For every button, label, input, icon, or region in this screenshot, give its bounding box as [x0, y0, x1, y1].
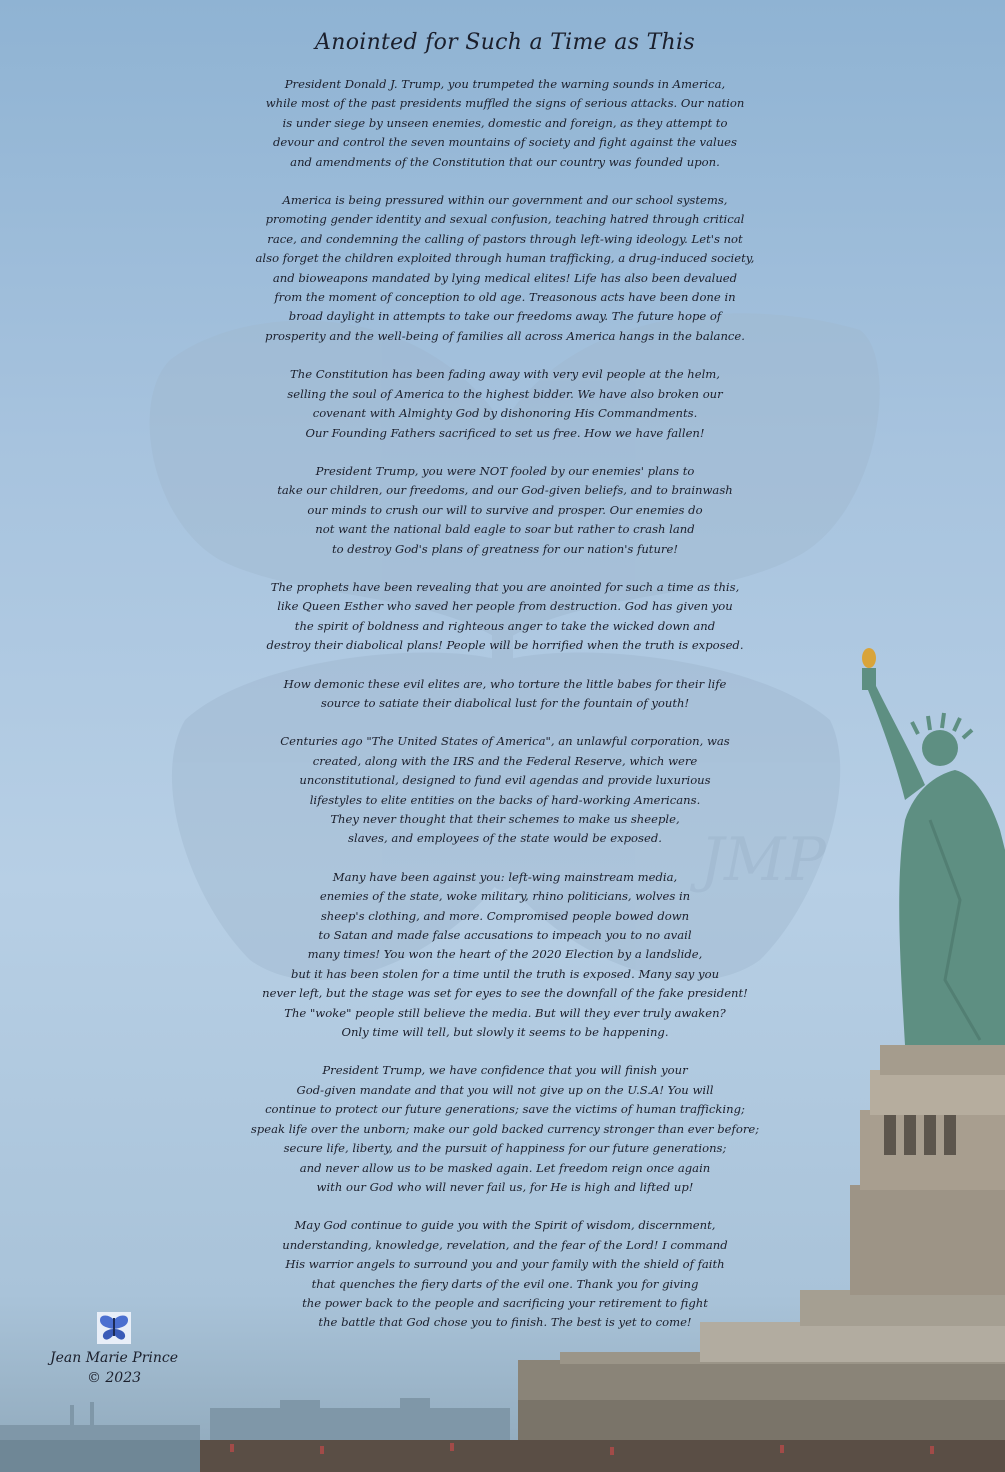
poem-line: secure life, liberty, and the pursuit of happiness for our future generations; — [283, 1141, 727, 1156]
poem-line: created, along with the IRS and the Federal Reserve, which were — [312, 753, 698, 768]
poem-line: also forget the children exploited through human trafficking, a drug-induced society, — [255, 251, 755, 266]
poem-line: not want the national bald eagle to soar but rather to crash land — [315, 522, 695, 537]
poem-line: Many have been against you: left-wing mainstream media, — [332, 869, 678, 884]
poem-line: destroy their diabolical plans! People will be horrified when the truth is exposed. — [266, 638, 744, 653]
poem-line: to Satan and made false accusations to impeach you to no avail — [318, 928, 692, 943]
butterfly-icon — [97, 1312, 131, 1344]
stanza — [195, 1216, 815, 1332]
poem-line: promoting gender identity and sexual confusion, teaching hatred through critical — [265, 212, 745, 227]
poem-line: with our God who will never fail us, for He is high and lifted up! — [316, 1179, 694, 1194]
poem-line: May God continue to guide you with the Spirit of wisdom, discernment, — [294, 1218, 716, 1233]
poem-line: but it has been stolen for a time until the truth is exposed. Many say you — [290, 966, 720, 981]
poem-line: many times! You won the heart of the 2020 Election by a landslide, — [307, 947, 703, 962]
poem-line: from the moment of conception to old age. Treasonous acts have been done in — [274, 290, 736, 305]
poem-line: while most of the past presidents muffled the signs of serious attacks. Our nation — [265, 96, 745, 111]
poem-line: never left, but the stage was set for eyes to see the downfall of the fake president! — [262, 986, 748, 1001]
stanza — [195, 462, 815, 559]
poem — [195, 30, 815, 1352]
poem-line: The Constitution has been fading away with very evil people at the helm, — [290, 367, 720, 382]
statue-of-liberty — [862, 668, 1005, 1045]
poem-line: race, and condemning the calling of pastors through left-wing ideology. Let's not — [267, 231, 743, 246]
stanza — [195, 75, 815, 172]
poem-line: Only time will tell, but slowly it seems to be happening. — [341, 1025, 669, 1040]
stanza — [195, 365, 815, 443]
poem-line: that quenches the fiery darts of the evil one. Thank you for giving — [311, 1276, 699, 1291]
poem-line: understanding, knowledge, revelation, and the fear of the Lord! I command — [282, 1237, 728, 1252]
poem-line: broad daylight in attempts to take our freedoms away. The future hope of — [288, 309, 722, 324]
poem-line: Our Founding Fathers sacrificed to set us free. How we have fallen! — [305, 425, 705, 440]
distant-skyline — [0, 1398, 510, 1445]
poem-line: selling the soul of America to the highest bidder. We have also broken our — [287, 386, 723, 401]
stanza — [195, 191, 815, 346]
poem-line: take our children, our freedoms, and our God-given beliefs, and to brainwash — [277, 483, 733, 498]
poem-line: The prophets have been revealing that you are anointed for such a time as this, — [270, 579, 740, 594]
poem-line: unconstitutional, designed to fund evil agendas and provide luxurious — [299, 773, 711, 788]
watermark-monogram: JMP — [700, 825, 826, 895]
poem-line: our minds to crush our will to survive and prosper. Our enemies do — [307, 502, 703, 517]
stanza — [195, 675, 815, 714]
copyright: © 2023 — [86, 1370, 142, 1386]
poem-line: President Trump, you were NOT fooled by our enemies' plans to — [315, 463, 695, 478]
poem-line: and bioweapons mandated by lying medical elites! Life has also been devalued — [272, 270, 738, 285]
torch-flame — [862, 648, 876, 668]
poem-line: President Trump, we have confidence that you will finish your — [322, 1063, 688, 1078]
stanza — [195, 578, 815, 656]
poem-line: continue to protect our future generations; save the victims of human trafficking; — [265, 1102, 745, 1117]
poem-line: to destroy God's plans of greatness for our nation's future! — [331, 541, 678, 556]
poem-line: like Queen Esther who saved her people from destruction. God has given you — [277, 599, 733, 614]
poem-line: and amendments of the Constitution that our country was founded upon. — [290, 154, 720, 169]
poem-line: devour and control the seven mountains of society and fight against the values — [273, 135, 737, 150]
poem-line: sheep's clothing, and more. Compromised people bowed down — [320, 908, 690, 923]
crowd — [200, 1440, 1005, 1472]
poem-line: speak life over the unborn; make our gold backed currency stronger than ever before; — [250, 1121, 760, 1136]
poem-title: Anointed for Such a Time as This — [315, 30, 695, 55]
poem-line: is under siege by unseen enemies, domestic and foreign, as they attempt to — [282, 115, 728, 130]
poem-line: slaves, and employees of the state would be exposed. — [348, 831, 662, 846]
poem-line: the spirit of boldness and righteous anger to take the wicked down and — [294, 618, 716, 633]
poem-line: Centuries ago "The United States of America", an unlawful corporation, was — [280, 734, 730, 749]
poem-line: The "woke" people still believe the media. But will they ever truly awaken? — [284, 1005, 726, 1020]
poem-line: President Donald J. Trump, you trumpeted the warning sounds in America, — [284, 77, 726, 91]
poem-line: His warrior angels to surround you and your family with the shield of faith — [285, 1257, 725, 1272]
poem-line: and never allow us to be masked again. Let freedom reign once again — [299, 1160, 711, 1175]
poem-line: They never thought that their schemes to make us sheeple, — [330, 812, 680, 826]
author-name: Jean Marie Prince — [49, 1350, 179, 1366]
stanza — [195, 1061, 815, 1197]
poem-line: enemies of the state, woke military, rhino politicians, wolves in — [319, 889, 691, 904]
poem-line: covenant with Almighty God by dishonoring His Commandments. — [312, 406, 698, 421]
poem-line: lifestyles to elite entities on the backs of hard-working Americans. — [309, 792, 701, 807]
author-block — [40, 1312, 188, 1388]
poem-line: source to satiate their diabolical lust for the fountain of youth! — [320, 695, 690, 710]
pedestal — [850, 1045, 1005, 1295]
poem-line: prosperity and the well-being of families all across America hangs in the balance. — [265, 328, 745, 343]
poem-line: America is being pressured within our government and our school systems, — [282, 193, 728, 208]
poem-line: How demonic these evil elites are, who torture the little babes for their life — [283, 676, 727, 691]
stanza — [195, 732, 815, 848]
poem-line: God-given mandate and that you will not give up on the U.S.A! You will — [296, 1082, 714, 1097]
stanza — [195, 868, 815, 1043]
poem-line: the battle that God chose you to finish. The best is yet to come! — [318, 1315, 692, 1330]
poem-body — [195, 75, 815, 1333]
poem-line: the power back to the people and sacrificing your retirement to fight — [302, 1295, 708, 1310]
